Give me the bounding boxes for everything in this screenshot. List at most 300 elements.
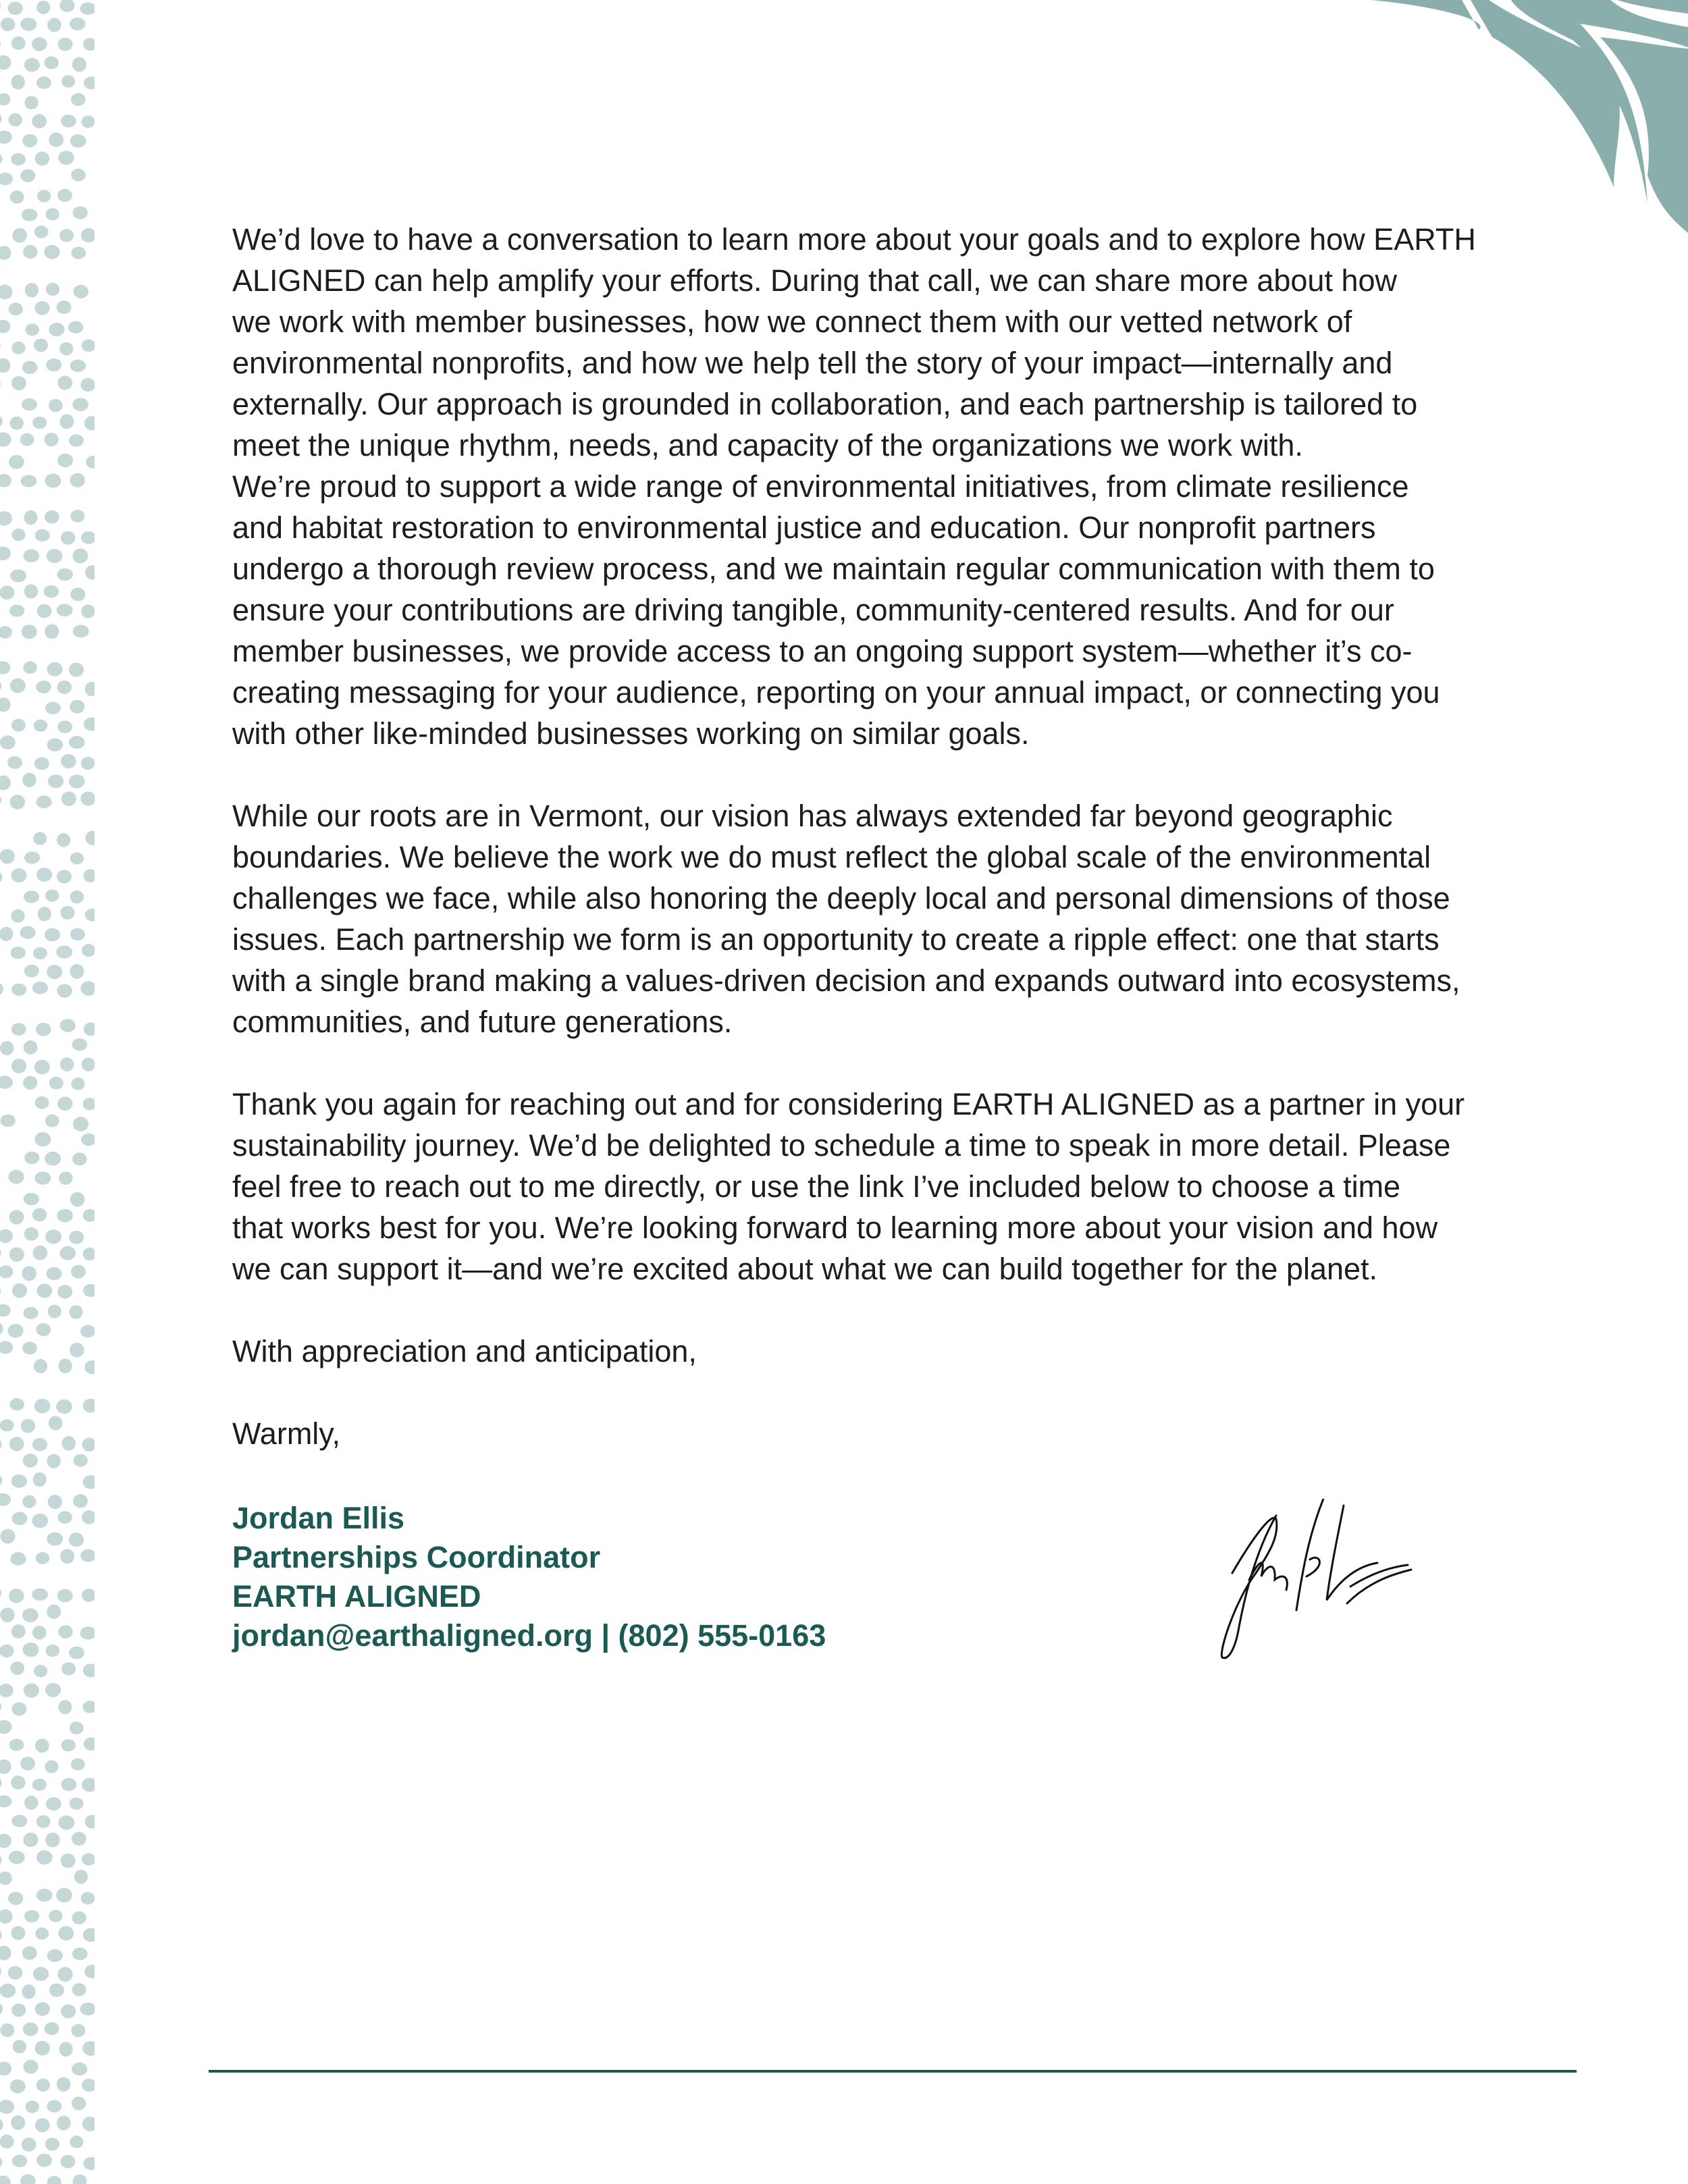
dot: [45, 473, 61, 487]
dot: [34, 1060, 50, 1075]
dot: [0, 1341, 13, 1354]
dot: [70, 18, 86, 30]
dot: [32, 982, 49, 994]
dot: [62, 1436, 76, 1451]
dot: [23, 245, 37, 259]
dot: [74, 1454, 88, 1467]
dot: [35, 1927, 49, 1940]
dot: [85, 565, 95, 579]
dot: [57, 300, 72, 314]
dot: [60, 1019, 76, 1032]
dot: [0, 794, 1, 807]
dot: [8, 1966, 23, 1979]
dot: [49, 1416, 63, 1430]
dot: [82, 944, 95, 957]
text-line: ensure your contributions are driving tangible, community-centered results. And for our: [232, 593, 1394, 627]
dot: [49, 1983, 64, 1997]
dot: [57, 568, 73, 581]
dot: [0, 153, 2, 166]
dot: [0, 697, 10, 712]
dot: [61, 531, 76, 545]
dot: [23, 661, 37, 674]
dot: [0, 2135, 14, 2149]
dot: [57, 189, 72, 202]
dot: [37, 190, 51, 203]
footer-divider: [209, 2070, 1577, 2073]
dot: [0, 415, 3, 428]
paragraph: [232, 1331, 1583, 1372]
dot: [45, 889, 59, 901]
dot: [0, 1587, 1, 1599]
dot: [47, 1533, 63, 1546]
dot: [0, 1684, 14, 1697]
dot: [85, 1815, 95, 1828]
dot: [34, 1665, 47, 1677]
dot: [46, 283, 59, 296]
dot: [70, 700, 84, 714]
dot: [11, 376, 26, 390]
dot: [23, 1833, 38, 1847]
dot: [81, 604, 95, 618]
dot: [35, 2002, 50, 2016]
dot: [70, 1343, 84, 1358]
dot: [70, 1722, 84, 1734]
dot: [46, 208, 59, 221]
dot: [7, 756, 22, 769]
dot: [21, 475, 37, 487]
dot: [44, 57, 58, 70]
dot: [61, 1739, 76, 1751]
leaf-band: [1471, 0, 1620, 187]
dot: [82, 1510, 95, 1524]
dot: [38, 907, 51, 921]
dot: [46, 358, 61, 371]
dot: [0, 511, 12, 525]
dot: [81, 1134, 95, 1146]
dot: [36, 1889, 53, 1902]
dot: [83, 1663, 95, 1677]
dot: [22, 624, 37, 639]
dot: [82, 2041, 95, 2056]
dot: [9, 1248, 24, 1262]
dot: [48, 1304, 61, 1318]
dot: [73, 548, 88, 563]
dot: [35, 2118, 50, 2132]
dot: [11, 342, 25, 354]
signer-name: Jordan Ellis: [232, 1501, 405, 1535]
dot: [81, 115, 95, 128]
dot: [33, 1967, 49, 1981]
paragraph-spacer: [232, 1289, 1583, 1331]
dot: [0, 285, 13, 300]
dot: [49, 1077, 63, 1090]
dot: [0, 37, 1, 51]
dot: [48, 1495, 62, 1509]
dot: [36, 681, 51, 693]
dot: [22, 398, 37, 410]
dot: [80, 2002, 95, 2015]
dot: [24, 851, 40, 863]
dot: [0, 1322, 3, 1336]
dot: [0, 1246, 1, 1259]
dot: [83, 1284, 95, 1297]
dot: [70, 964, 84, 979]
dot: [60, 2155, 75, 2168]
dot: [35, 529, 50, 541]
dot: [82, 1853, 95, 1865]
dot: [33, 1472, 47, 1487]
dot: [84, 869, 95, 882]
dot: [35, 2041, 50, 2056]
dot: [72, 1948, 88, 1960]
dot: [72, 1983, 86, 1996]
dot: [10, 678, 26, 693]
dot: [0, 1983, 16, 1998]
dot: [47, 2100, 61, 2112]
dot: [69, 1533, 84, 1547]
dot: [83, 1928, 95, 1942]
dot: [10, 417, 24, 430]
dot: [23, 1643, 39, 1657]
dot: [32, 114, 47, 128]
dot: [71, 246, 86, 259]
dot: [24, 58, 40, 72]
dot: [80, 378, 95, 392]
dot: [69, 1305, 82, 1319]
dot: [11, 1815, 27, 1827]
dot: [0, 1438, 2, 1451]
dot: [9, 302, 23, 315]
dot: [0, 130, 12, 144]
dot: [22, 1341, 37, 1354]
dot: [24, 1040, 38, 1055]
paragraph: [232, 1413, 1583, 1454]
dot: [11, 1703, 26, 1716]
dot: [0, 93, 11, 105]
dot: [45, 433, 59, 446]
dot: [11, 868, 26, 882]
dot: [72, 1152, 86, 1165]
dot: [20, 169, 35, 182]
dot: [0, 1946, 11, 1961]
dot: [69, 434, 84, 446]
dot: [0, 2175, 11, 2184]
dot: [57, 720, 72, 733]
dot: [56, 1888, 72, 1902]
dot: [0, 1795, 11, 1807]
dot: [11, 947, 26, 959]
dot: [0, 626, 12, 639]
dot: [57, 604, 73, 616]
dot: [84, 718, 95, 731]
dot: [23, 1076, 37, 1090]
dot: [70, 473, 85, 487]
dot: [81, 1892, 95, 1905]
dot: [83, 1399, 95, 1413]
dot: [49, 323, 64, 336]
dot: [83, 1248, 95, 1260]
dot: [61, 906, 75, 920]
dot: [45, 1229, 61, 1244]
text-line: ALIGNED can help amplify your efforts. During that call, we can share more about how: [232, 263, 1398, 298]
dot: [84, 77, 95, 90]
text-line: externally. Our approach is grounded in collaboration, and each partnership is tailored to: [232, 387, 1418, 421]
dot: [70, 928, 85, 941]
dot: [0, 1909, 13, 1923]
dot: [11, 1926, 25, 1940]
dot: [47, 549, 63, 563]
dot: [9, 1437, 24, 1451]
dot: [70, 852, 84, 864]
dot: [37, 1283, 53, 1298]
dot: [47, 1454, 60, 1468]
dot: [72, 2097, 86, 2110]
dot: [45, 1115, 59, 1127]
dot: [44, 245, 59, 259]
dot: [11, 153, 26, 165]
dot: [57, 2077, 70, 2092]
dot: [71, 1758, 85, 1770]
dot: [24, 1796, 38, 1810]
dot: [24, 1193, 39, 1205]
dot: [22, 1266, 36, 1281]
dot: [10, 190, 24, 203]
dot: [59, 229, 74, 242]
dot: [0, 849, 15, 864]
dot: [32, 1626, 46, 1639]
dot: [47, 18, 61, 32]
dot: [48, 774, 63, 788]
signer-contact: jordan@earthaligned.org | (802) 555-0163: [232, 1618, 826, 1653]
dot: [82, 2079, 95, 2092]
dot: [36, 2154, 52, 2167]
dot: [45, 1683, 61, 1697]
dot: [47, 662, 63, 676]
dot: [0, 1777, 2, 1789]
dot: [34, 757, 49, 770]
dot: [11, 529, 25, 541]
dot: [45, 1760, 59, 1773]
dot: [23, 2023, 38, 2036]
dot: [85, 830, 95, 845]
dot: [34, 1132, 51, 1146]
dot: [24, 2060, 38, 2074]
dot: [9, 1398, 24, 1410]
dot: [46, 1797, 61, 1811]
dot: [0, 735, 16, 749]
dot: [82, 1438, 95, 1451]
dot: [22, 1495, 36, 1508]
dot: [73, 1494, 88, 1508]
dot: [9, 605, 24, 617]
dot: [11, 1776, 26, 1790]
dot: [0, 2117, 3, 2131]
dot: [72, 2024, 86, 2037]
dot: [12, 1512, 28, 1525]
dot: [34, 1171, 51, 1184]
dot: [83, 38, 95, 51]
text-line: meet the unique rhythm, needs, and capacity of the organizations we work with.: [232, 428, 1303, 462]
dot: [49, 1910, 62, 1923]
dot: [0, 585, 14, 600]
dot: [24, 1152, 39, 1165]
dot: [80, 1626, 95, 1639]
dot: [24, 1683, 39, 1697]
dot: [20, 18, 36, 31]
dot: [9, 455, 24, 469]
dot: [82, 1058, 95, 1071]
dot: [0, 340, 1, 353]
dot: [24, 96, 38, 109]
dot: [22, 2137, 36, 2152]
text-line: we work with member businesses, how we connect them with our vetted network of: [232, 304, 1352, 339]
dot: [36, 868, 52, 882]
signer-organization: EARTH ALIGNED: [232, 1579, 481, 1614]
dot: [22, 361, 38, 374]
dot: [46, 1645, 60, 1657]
dot: [56, 946, 72, 959]
dot: [11, 2115, 25, 2130]
dot: [45, 2022, 59, 2035]
dot: [45, 1152, 61, 1166]
dot: [22, 1946, 37, 1960]
dot: [59, 1171, 72, 1185]
dot: [59, 1246, 76, 1260]
dot: [36, 1323, 51, 1337]
dot: [44, 585, 59, 597]
dot: [80, 2, 95, 14]
dot: [58, 151, 74, 165]
text-line: Thank you again for reaching out and for considering EARTH ALIGNED as a partner in your: [232, 1087, 1465, 1121]
dot: [0, 246, 11, 260]
text-line: member businesses, we provide access to an ongoing support system—whether it’s co-: [232, 634, 1413, 668]
paragraph: [232, 1084, 1583, 1289]
dot: [71, 93, 85, 106]
dot: [0, 927, 14, 941]
dot: [59, 0, 74, 12]
dot: [60, 1549, 74, 1564]
dot: [45, 702, 61, 714]
dot: [71, 169, 86, 182]
dot: [0, 1928, 2, 1942]
dot: [49, 132, 63, 147]
dot: [10, 1661, 24, 1675]
dot: [72, 1911, 86, 1924]
dot: [47, 2176, 61, 2184]
dot: [57, 376, 72, 390]
text-line: feel free to reach out to me directly, or use the link I’ve included below to choose a time: [232, 1169, 1401, 1204]
dot: [0, 776, 11, 791]
dot: [74, 285, 88, 298]
dot: [82, 2116, 95, 2131]
dot: [60, 415, 74, 429]
dot: [45, 624, 59, 639]
dot: [73, 625, 89, 638]
dot: [8, 113, 22, 126]
dot: [7, 1324, 23, 1337]
dot: [36, 1, 50, 14]
dot: [0, 2023, 14, 2037]
dot: [57, 1097, 72, 1111]
dot: [0, 0, 1, 12]
dot: [36, 795, 52, 808]
dot: [23, 1454, 38, 1468]
dot: [20, 1757, 35, 1770]
paragraph-spacer: [232, 1372, 1583, 1413]
paragraph: [232, 795, 1583, 1042]
dot: [11, 984, 26, 996]
dot: [11, 1023, 26, 1035]
dot: [69, 1231, 84, 1244]
dot: [47, 965, 62, 979]
dot: [0, 1834, 11, 1848]
dot: [61, 1853, 76, 1868]
dot: [0, 474, 11, 487]
dot: [82, 1475, 95, 1489]
text-line: and habitat restoration to environmental justice and education. Our nonprofit partners: [232, 510, 1376, 545]
dot: [11, 36, 26, 50]
dot: [0, 1854, 2, 1867]
dot: [22, 1984, 35, 1999]
dot: [0, 546, 11, 560]
dot: [32, 1246, 47, 1260]
dot: [80, 791, 95, 805]
dot: [25, 323, 39, 336]
dot: [24, 1227, 38, 1241]
dot: [71, 1077, 84, 1090]
dot: [24, 965, 39, 978]
dot: [71, 1265, 86, 1279]
text-line: with other like-minded businesses working on similar goals.: [232, 716, 1030, 751]
dot: [35, 1738, 49, 1753]
dot: [22, 134, 37, 148]
dot: [81, 340, 95, 352]
dot: [0, 1529, 15, 1544]
dot: [72, 57, 86, 72]
dot: [32, 1779, 47, 1791]
dot: [69, 736, 84, 749]
dot: [70, 890, 84, 903]
dot: [70, 1797, 84, 1809]
dot: [22, 209, 38, 221]
text-line: with a single brand making a values-driven decision and expands outward into ecosystems,: [232, 963, 1460, 998]
dot: [57, 984, 72, 998]
dot: [0, 55, 11, 70]
dot: [47, 1949, 63, 1962]
dot: [0, 871, 3, 884]
text-line: environmental nonprofits, and how we help tell the story of your impact—internally and: [232, 346, 1393, 380]
dot: [59, 342, 73, 355]
dot: [12, 228, 27, 243]
dot: [83, 1098, 95, 1110]
dot: [47, 1605, 61, 1619]
dot: [20, 2175, 35, 2184]
dot: [45, 510, 59, 524]
dot: [33, 832, 47, 845]
dot: [0, 1607, 14, 1622]
dot: [10, 795, 25, 809]
paragraph-spacer: [232, 754, 1583, 795]
dot: [8, 1170, 24, 1184]
dot: [34, 338, 48, 352]
text-line: boundaries. We believe the work we do must reflect the global scale of the environmental: [232, 840, 1431, 874]
dot: [25, 283, 38, 298]
dot: [58, 1967, 73, 1982]
handwritten-signature: [1175, 1499, 1485, 1664]
dot: [11, 1474, 27, 1488]
dot: [70, 2135, 83, 2148]
dot: [57, 1209, 73, 1223]
